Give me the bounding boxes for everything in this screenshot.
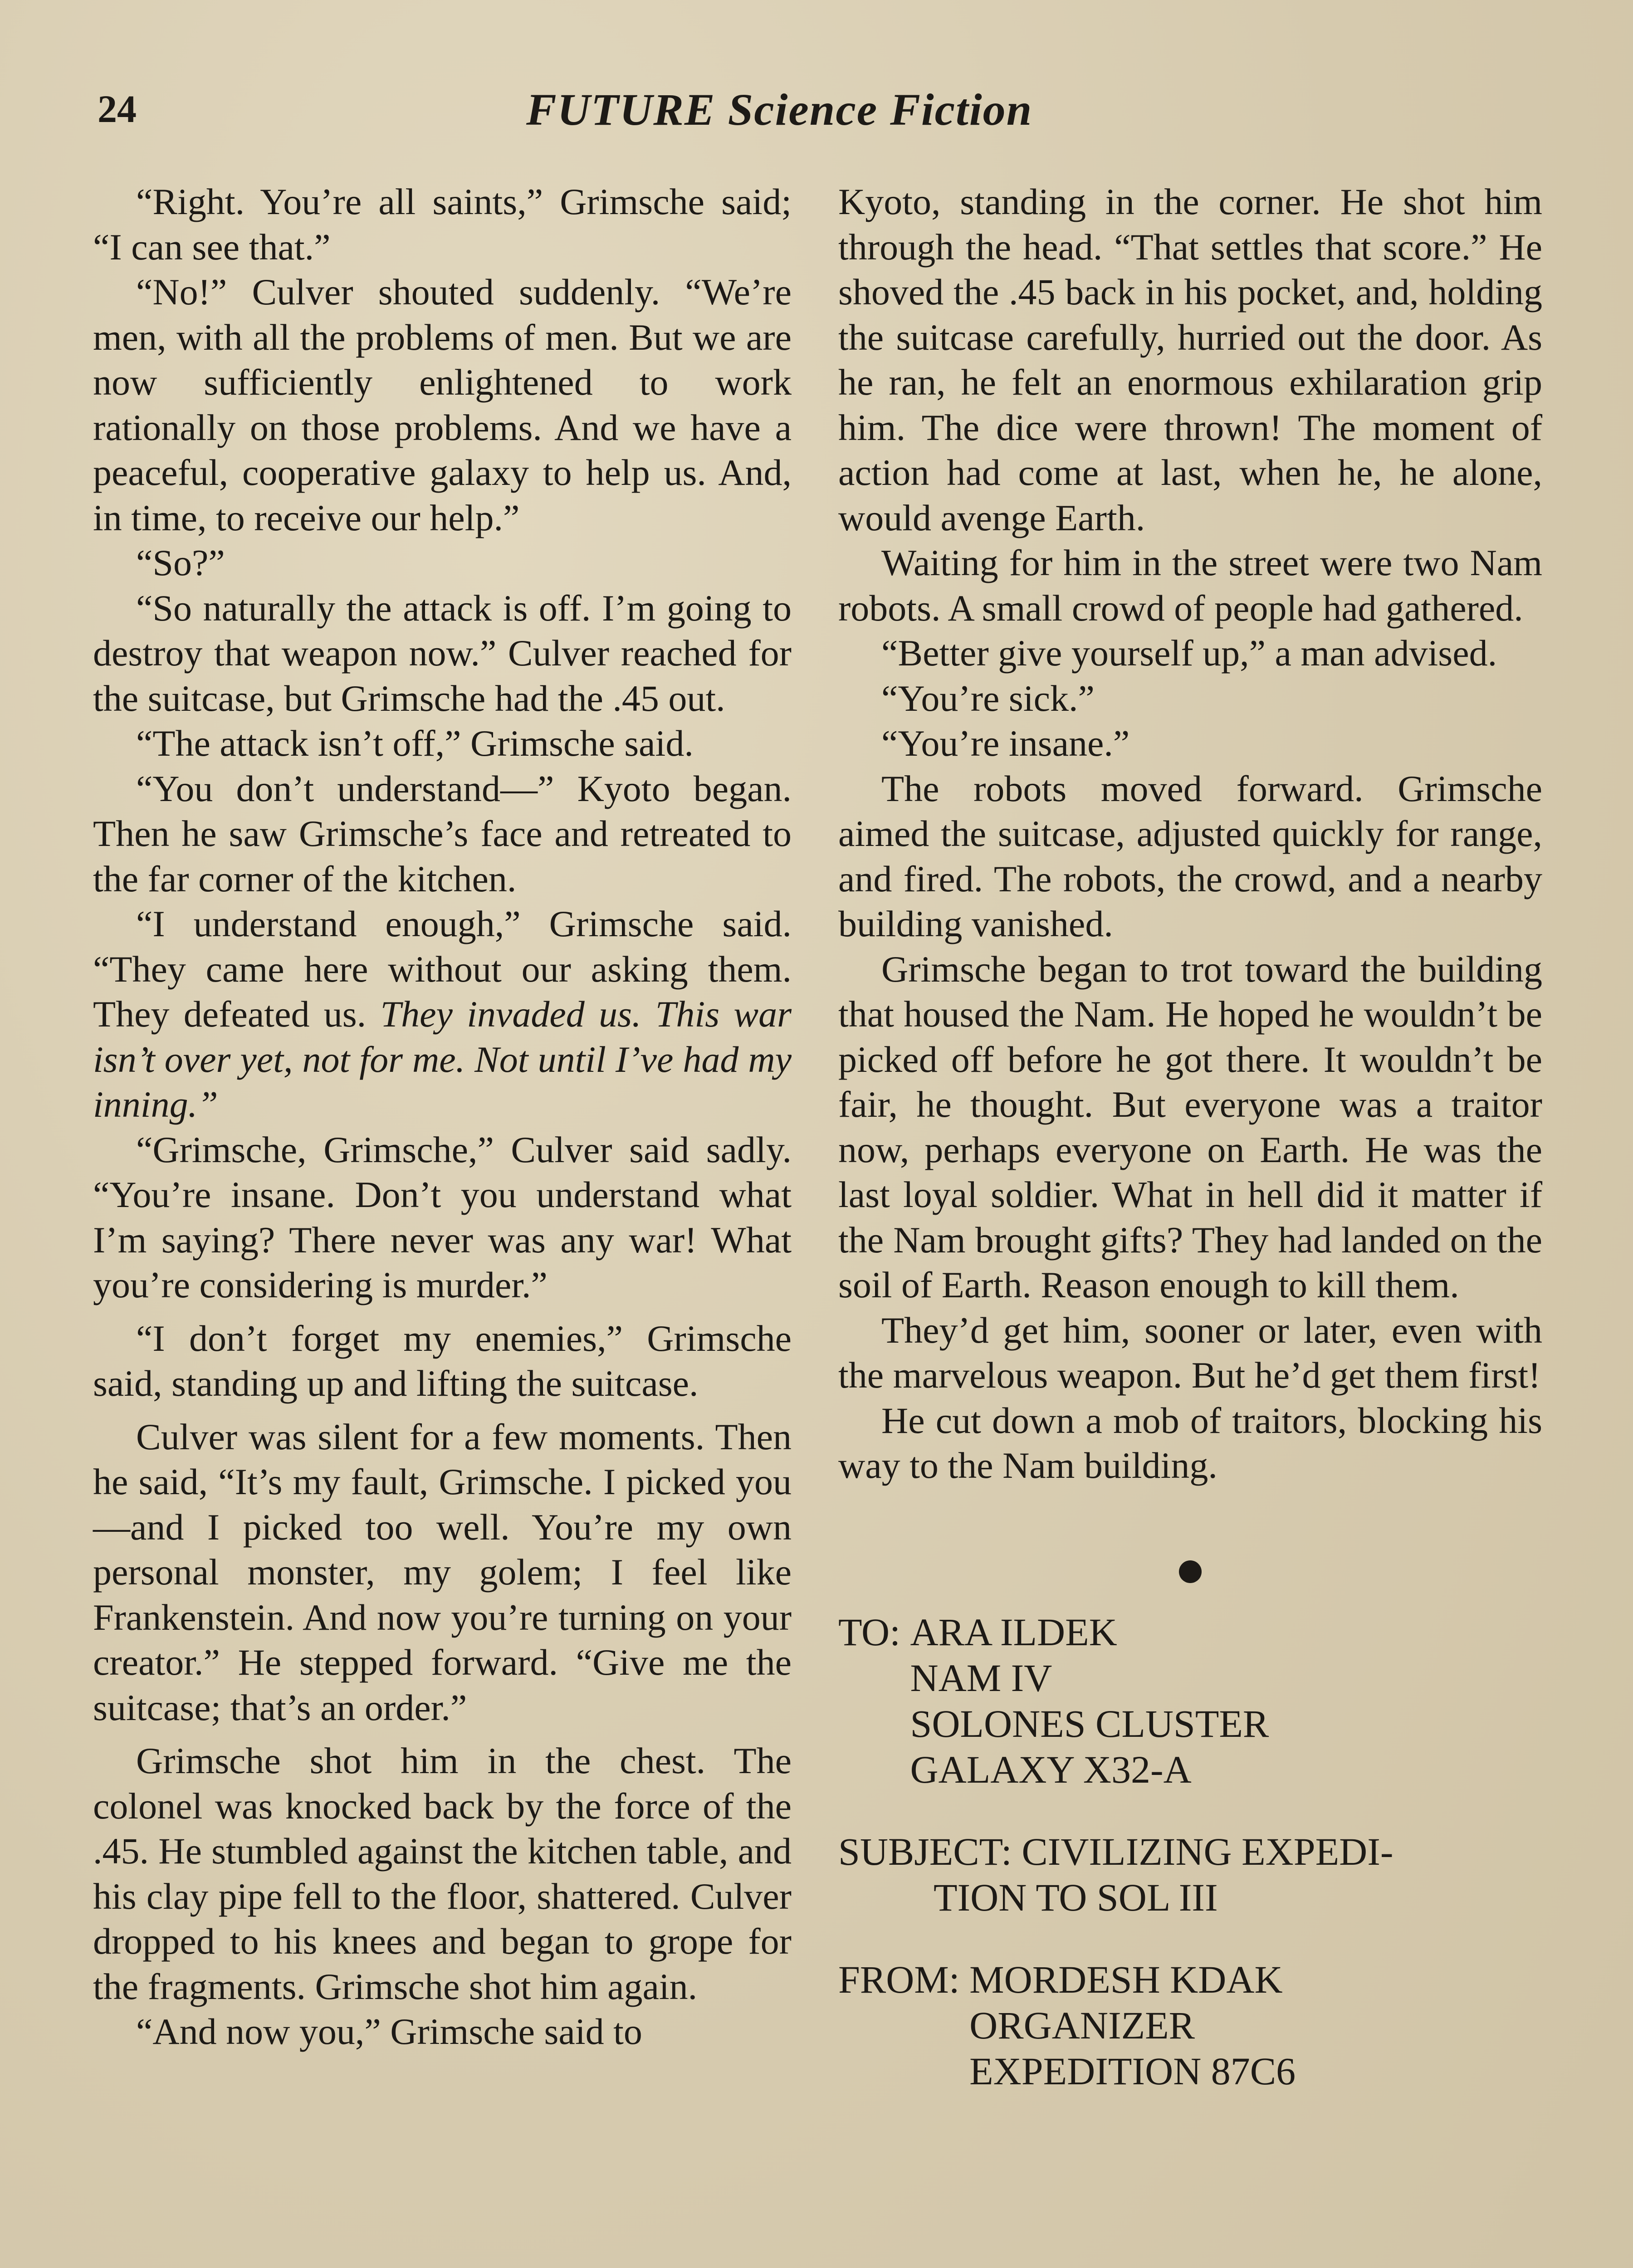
paragraph: They’d get him, sooner or later, even with the marvelous weapon. But he’d get them first! xyxy=(838,1309,1542,1396)
paragraph: “The attack isn’t off,” Grimsche said. xyxy=(136,723,694,764)
magazine-title: FUTURE Science Fiction xyxy=(526,84,1033,135)
left-column xyxy=(93,179,792,2054)
memo-from-label: FROM: xyxy=(838,1957,970,2001)
memo-line: EXPEDITION 87C6 xyxy=(969,2049,1296,2093)
paragraph-text: “I understand enough,” Grimsche said. “They came here without our asking them. They defeated us. xyxy=(93,903,792,1035)
paragraph: “You’re sick.” xyxy=(881,677,1095,719)
memo-line: TION TO SOL III xyxy=(934,1875,1218,1919)
section-separator xyxy=(838,1548,1542,1575)
page-header xyxy=(0,86,1633,141)
memo-line: SOLONES CLUSTER xyxy=(910,1701,1269,1745)
paragraph: The robots moved forward. Grimsche aimed the suitcase, adjusted quickly for range, and fired. The robots, the crowd, and a nearby building vanished. xyxy=(838,767,1542,944)
paragraph: “You don’t understand—” Kyoto began. Then he saw Grimsche’s face and retreated to the far corner of the kitchen. xyxy=(93,767,792,899)
memo-from-values xyxy=(969,1957,1296,2094)
memo-to xyxy=(838,1609,1542,1793)
memo-from xyxy=(838,1957,1542,2094)
paragraph xyxy=(93,901,792,1127)
paragraph: “Grimsche, Grimsche,” Culver said sadly. “You’re insane. Don’t you understand what I’m saying? There never was any war! What you’re considering is murder.” xyxy=(93,1129,792,1305)
memo-line: MORDESH KDAK xyxy=(969,1957,1283,2001)
memo-to-values xyxy=(910,1609,1269,1793)
memo-to-label: TO: xyxy=(838,1610,910,1654)
paragraph: Grimsche began to trot toward the building that housed the Nam. He hoped he wouldn’t be picked off before he got there. It wouldn’t be fair, he thought. But everyone was a traitor now, perhaps everyone on Earth. He was the last loyal soldier. What in hell did it matter if the Nam brought gifts? They had landed on the soil of Earth. Reason enough to kill them. xyxy=(838,948,1542,1305)
paragraph: Culver was silent for a few moments. Then he said, “It’s my fault, Grimsche. I picked you—and I picked too well. You’re my own personal monster, my golem; I feel like Frankenstein. And now you’re turning on your creator.” He stepped forward. “Give me the suitcase; that’s an order.” xyxy=(93,1416,792,1728)
paragraph: He cut down a mob of traitors, blocking his way to the Nam building. xyxy=(838,1399,1542,1486)
right-column xyxy=(838,179,1542,2131)
paragraph: “Better give yourself up,” a man advised. xyxy=(881,632,1497,674)
paragraph: “No!” Culver shouted suddenly. “We’re men, with all the problems of men. But we are now sufficiently enlightened to work rationally on those problems. And we have a peaceful, cooperative galaxy to help us. And, in time, to receive our help.” xyxy=(93,271,792,538)
paragraph: Kyoto, standing in the corner. He shot him through the head. “That settles that score.” He shoved the .45 back in his pocket, and, holding the suitcase carefully, hurried out the door. As he ran, he felt an enormous exhilaration grip him. The dice were thrown! The moment of action had come at last, when he, he alone, would avenge Earth. xyxy=(838,181,1542,538)
paragraph: “I don’t forget my enemies,” Grimsche said, standing up and lifting the suitcase. xyxy=(93,1317,792,1404)
page-number: 24 xyxy=(98,87,137,131)
paragraph: “You’re insane.” xyxy=(881,723,1130,764)
paragraph: Waiting for him in the street were two Nam robots. A small crowd of people had gathered. xyxy=(838,542,1542,629)
paragraph: “And now you,” Grimsche said to xyxy=(136,2011,642,2052)
memo-subject xyxy=(838,1829,1542,1921)
paragraph-text: invaded us. This war isn’t over yet, not for me. Not until I’ve had my inning.” xyxy=(93,993,792,1125)
paragraph: Grimsche shot him in the chest. The colonel was knocked back by the force of the .45. He stumbled against the kitchen table, and his clay pipe fell to the floor, shattered. Culver dropped to his knees and began to grope for the fragments. Grimsche shot him again. xyxy=(93,1740,792,2007)
memo-line: CIVILIZING EXPEDI- xyxy=(1022,1829,1393,1873)
memo-line: ARA ILDEK xyxy=(910,1610,1117,1654)
memo-line: NAM IV xyxy=(910,1656,1052,1700)
italic-word: They xyxy=(380,993,453,1035)
paragraph: “So?” xyxy=(136,542,225,583)
memo-subject-label: SUBJECT: xyxy=(838,1829,1022,1873)
memo-header xyxy=(838,1609,1542,2094)
paragraph: “Right. You’re all saints,” Grimsche said; “I can see that.” xyxy=(93,181,792,268)
memo-line: ORGANIZER xyxy=(969,2003,1195,2047)
bullet-icon xyxy=(1179,1560,1202,1583)
memo-line: GALAXY X32-A xyxy=(910,1747,1192,1791)
paragraph: “So naturally the attack is off. I’m going to destroy that weapon now.” Culver reached for the suitcase, but Grimsche had the .45 out. xyxy=(93,587,792,719)
